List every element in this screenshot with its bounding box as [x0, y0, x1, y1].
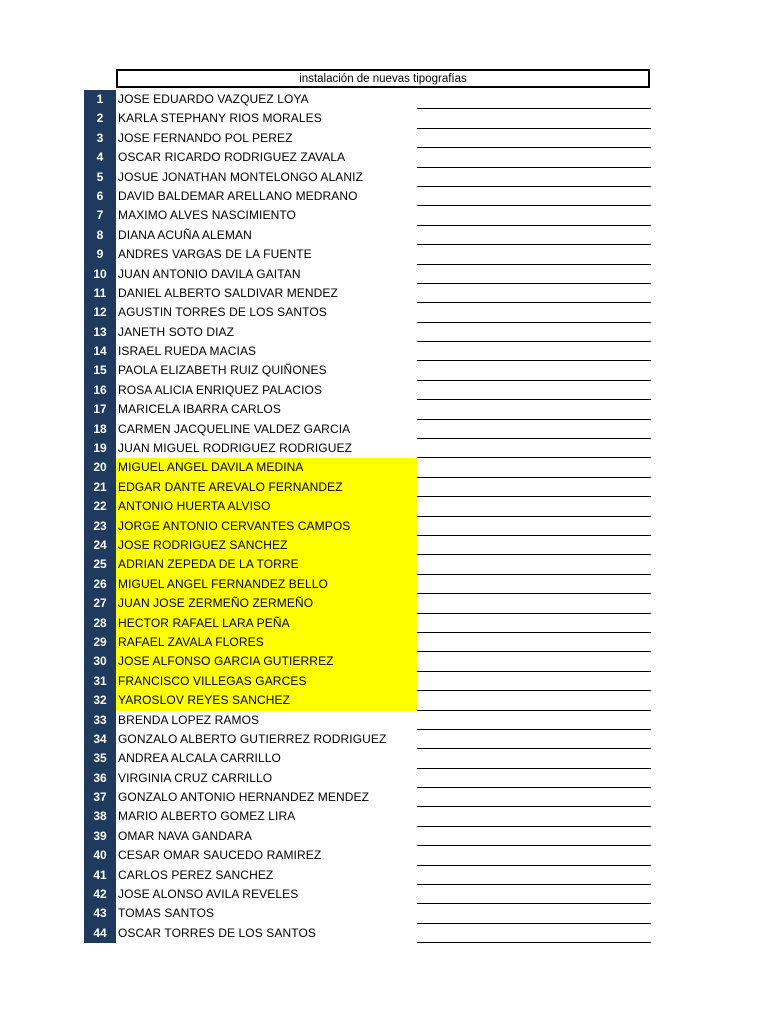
list-item [84, 575, 652, 594]
row-number: 21 [84, 478, 116, 497]
list-item [84, 807, 652, 826]
list-item [84, 400, 652, 419]
row-number: 8 [84, 226, 116, 245]
signature-line [417, 497, 651, 516]
row-number: 10 [84, 265, 116, 284]
list-item [84, 148, 652, 167]
row-number: 25 [84, 555, 116, 574]
signature-line [417, 226, 651, 245]
list-item [84, 885, 652, 904]
list-item [84, 206, 652, 225]
attendee-name: JOSE RODRIGUEZ SANCHEZ [116, 536, 417, 555]
attendee-name: DAVID BALDEMAR ARELLANO MEDRANO [118, 188, 358, 203]
attendee-name: HECTOR RAFAEL LARA PEÑA [116, 614, 417, 633]
attendee-name: JOSUE JONATHAN MONTELONGO ALANIZ [118, 169, 364, 184]
attendee-name: KARLA STEPHANY RIOS MORALES [118, 111, 322, 126]
signature-line [417, 245, 651, 264]
row-number: 31 [84, 672, 116, 691]
signature-line [417, 749, 651, 768]
attendee-name: YAROSLOV REYES SANCHEZ [116, 691, 417, 710]
attendee-name: MARIO ALBERTO GOMEZ LIRA [118, 809, 296, 824]
row-number: 13 [84, 323, 116, 342]
signature-line [417, 478, 651, 497]
attendee-name: ANDRES VARGAS DE LA FUENTE [118, 247, 312, 262]
attendee-name: JUAN JOSE ZERMEÑO ZERMEÑO [116, 594, 417, 613]
list-item [84, 633, 652, 652]
list-item [84, 691, 652, 710]
row-number: 12 [84, 303, 116, 322]
signature-line [417, 652, 651, 671]
attendee-name: FRANCISCO VILLEGAS GARCES [116, 672, 417, 691]
attendee-name: CESAR OMAR SAUCEDO RAMIREZ [118, 848, 322, 863]
signature-line [417, 458, 651, 477]
signature-line [417, 206, 651, 225]
signature-line [417, 594, 651, 613]
row-number: 7 [84, 206, 116, 225]
attendee-name: TOMAS SANTOS [118, 906, 215, 921]
signature-line [417, 439, 651, 458]
attendee-name: GONZALO ANTONIO HERNANDEZ MENDEZ [118, 790, 370, 805]
list-item [84, 129, 652, 148]
signature-line [417, 400, 651, 419]
signature-line [417, 536, 651, 555]
list-item [84, 555, 652, 574]
row-number: 18 [84, 420, 116, 439]
row-number: 19 [84, 439, 116, 458]
attendee-name: JORGE ANTONIO CERVANTES CAMPOS [116, 517, 417, 536]
attendee-name: EDGAR DANTE AREVALO FERNANDEZ [116, 478, 417, 497]
signature-line [417, 187, 651, 206]
attendee-name: AGUSTIN TORRES DE LOS SANTOS [118, 305, 327, 320]
row-number: 41 [84, 866, 116, 885]
attendee-list [84, 90, 652, 943]
list-item [84, 749, 652, 768]
sheet-title: instalación de nuevas tipografías [116, 69, 650, 88]
attendee-name: JANETH SOTO DIAZ [118, 324, 235, 339]
attendee-name: ANTONIO HUERTA ALVISO [116, 497, 417, 516]
signature-line [417, 807, 651, 826]
row-number: 23 [84, 517, 116, 536]
signature-line [417, 303, 651, 322]
row-number: 3 [84, 129, 116, 148]
attendee-name: CARMEN JACQUELINE VALDEZ GARCIA [118, 421, 351, 436]
attendee-name: ISRAEL RUEDA MACIAS [118, 344, 257, 359]
attendee-name: GONZALO ALBERTO GUTIERREZ RODRIGUEZ [118, 731, 387, 746]
attendee-name: DANIEL ALBERTO SALDIVAR MENDEZ [118, 285, 338, 300]
signature-line [417, 672, 651, 691]
attendee-name: JOSE ALONSO AVILA REVELES [118, 887, 299, 902]
list-item [84, 827, 652, 846]
attendee-name: MIGUEL ANGEL DAVILA MEDINA [116, 458, 417, 477]
signature-line [417, 711, 651, 730]
row-number: 17 [84, 400, 116, 419]
signature-line [417, 730, 651, 749]
row-number: 30 [84, 652, 116, 671]
signature-line [417, 323, 651, 342]
attendee-name: OSCAR RICARDO RODRIGUEZ ZAVALA [118, 150, 346, 165]
list-item [84, 788, 652, 807]
row-number: 14 [84, 342, 116, 361]
row-number: 20 [84, 458, 116, 477]
row-number: 37 [84, 788, 116, 807]
row-number: 38 [84, 807, 116, 826]
signature-line [417, 788, 651, 807]
attendee-name: DIANA ACUÑA ALEMAN [118, 227, 252, 242]
attendee-name: PAOLA ELIZABETH RUIZ QUIÑONES [118, 363, 327, 378]
list-item [84, 303, 652, 322]
list-item [84, 284, 652, 303]
attendee-name: VIRGINIA CRUZ CARRILLO [118, 770, 273, 785]
row-number: 42 [84, 885, 116, 904]
signature-line [417, 575, 651, 594]
signature-line [417, 691, 651, 710]
attendee-name: JOSE ALFONSO GARCIA GUTIERREZ [116, 652, 417, 671]
list-item [84, 497, 652, 516]
row-number: 43 [84, 904, 116, 923]
attendee-name: BRENDA LOPEZ RAMOS [118, 712, 260, 727]
signature-line [417, 265, 651, 284]
signature-line [417, 381, 651, 400]
attendee-name: ROSA ALICIA ENRIQUEZ PALACIOS [118, 382, 323, 397]
signature-line [417, 90, 651, 109]
row-number: 11 [84, 284, 116, 303]
row-number: 44 [84, 924, 116, 943]
row-number: 28 [84, 614, 116, 633]
list-item [84, 265, 652, 284]
attendee-name: JOSE FERNANDO POL PEREZ [118, 130, 293, 145]
attendee-name: MIGUEL ANGEL FERNANDEZ BELLO [116, 575, 417, 594]
signature-line [417, 614, 651, 633]
row-number: 22 [84, 497, 116, 516]
list-item [84, 478, 652, 497]
signature-line [417, 109, 651, 128]
list-item [84, 672, 652, 691]
list-item [84, 711, 652, 730]
attendee-name: JUAN ANTONIO DAVILA GAITAN [118, 266, 301, 281]
row-number: 39 [84, 827, 116, 846]
list-item [84, 536, 652, 555]
list-item [84, 614, 652, 633]
signature-line [417, 342, 651, 361]
row-number: 1 [84, 90, 116, 109]
row-number: 32 [84, 691, 116, 710]
signature-line [417, 866, 651, 885]
list-item [84, 187, 652, 206]
list-item [84, 245, 652, 264]
row-number: 6 [84, 187, 116, 206]
row-number: 27 [84, 594, 116, 613]
list-item [84, 517, 652, 536]
attendee-name: ANDREA ALCALA CARRILLO [118, 751, 281, 766]
signature-line [417, 827, 651, 846]
list-item [84, 420, 652, 439]
list-item [84, 458, 652, 477]
row-number: 16 [84, 381, 116, 400]
row-number: 36 [84, 769, 116, 788]
list-item [84, 904, 652, 923]
list-item [84, 381, 652, 400]
signature-line [417, 284, 651, 303]
row-number: 4 [84, 148, 116, 167]
list-item [84, 730, 652, 749]
row-number: 9 [84, 245, 116, 264]
signature-line [417, 769, 651, 788]
list-item [84, 226, 652, 245]
row-number: 34 [84, 730, 116, 749]
signature-line [417, 420, 651, 439]
attendee-name: MARICELA IBARRA CARLOS [118, 402, 281, 417]
list-item [84, 594, 652, 613]
signature-line [417, 361, 651, 380]
row-number: 26 [84, 575, 116, 594]
attendee-name: OMAR NAVA GANDARA [118, 828, 252, 843]
row-number: 40 [84, 846, 116, 865]
attendee-name: JUAN MIGUEL RODRIGUEZ RODRIGUEZ [118, 441, 353, 456]
attendee-name: OSCAR TORRES DE LOS SANTOS [118, 925, 316, 940]
list-item [84, 769, 652, 788]
row-number: 2 [84, 109, 116, 128]
signature-line [417, 885, 651, 904]
row-number: 29 [84, 633, 116, 652]
list-item [84, 846, 652, 865]
list-item [84, 924, 652, 943]
signature-line [417, 904, 651, 923]
list-item [84, 342, 652, 361]
row-number: 35 [84, 749, 116, 768]
attendee-name: JOSE EDUARDO VAZQUEZ LOYA [118, 92, 309, 106]
signature-line [417, 517, 651, 536]
list-item [84, 323, 652, 342]
signature-line [417, 846, 651, 865]
list-item [84, 90, 652, 109]
list-item [84, 439, 652, 458]
attendee-name: ADRIAN ZEPEDA DE LA TORRE [116, 555, 417, 574]
attendee-name: CARLOS PEREZ SANCHEZ [118, 867, 274, 882]
row-number: 15 [84, 361, 116, 380]
signature-line [417, 633, 651, 652]
attendee-name: RAFAEL ZAVALA FLORES [116, 633, 417, 652]
row-number: 5 [84, 168, 116, 187]
signature-line [417, 148, 651, 167]
list-item [84, 866, 652, 885]
signature-line [417, 924, 651, 943]
signature-line [417, 129, 651, 148]
list-item [84, 652, 652, 671]
signature-line [417, 168, 651, 187]
attendee-name: MAXIMO ALVES NASCIMIENTO [118, 208, 296, 223]
list-item [84, 168, 652, 187]
signature-line [417, 555, 651, 574]
list-item [84, 361, 652, 380]
row-number: 33 [84, 711, 116, 730]
row-number: 24 [84, 536, 116, 555]
list-item [84, 109, 652, 128]
